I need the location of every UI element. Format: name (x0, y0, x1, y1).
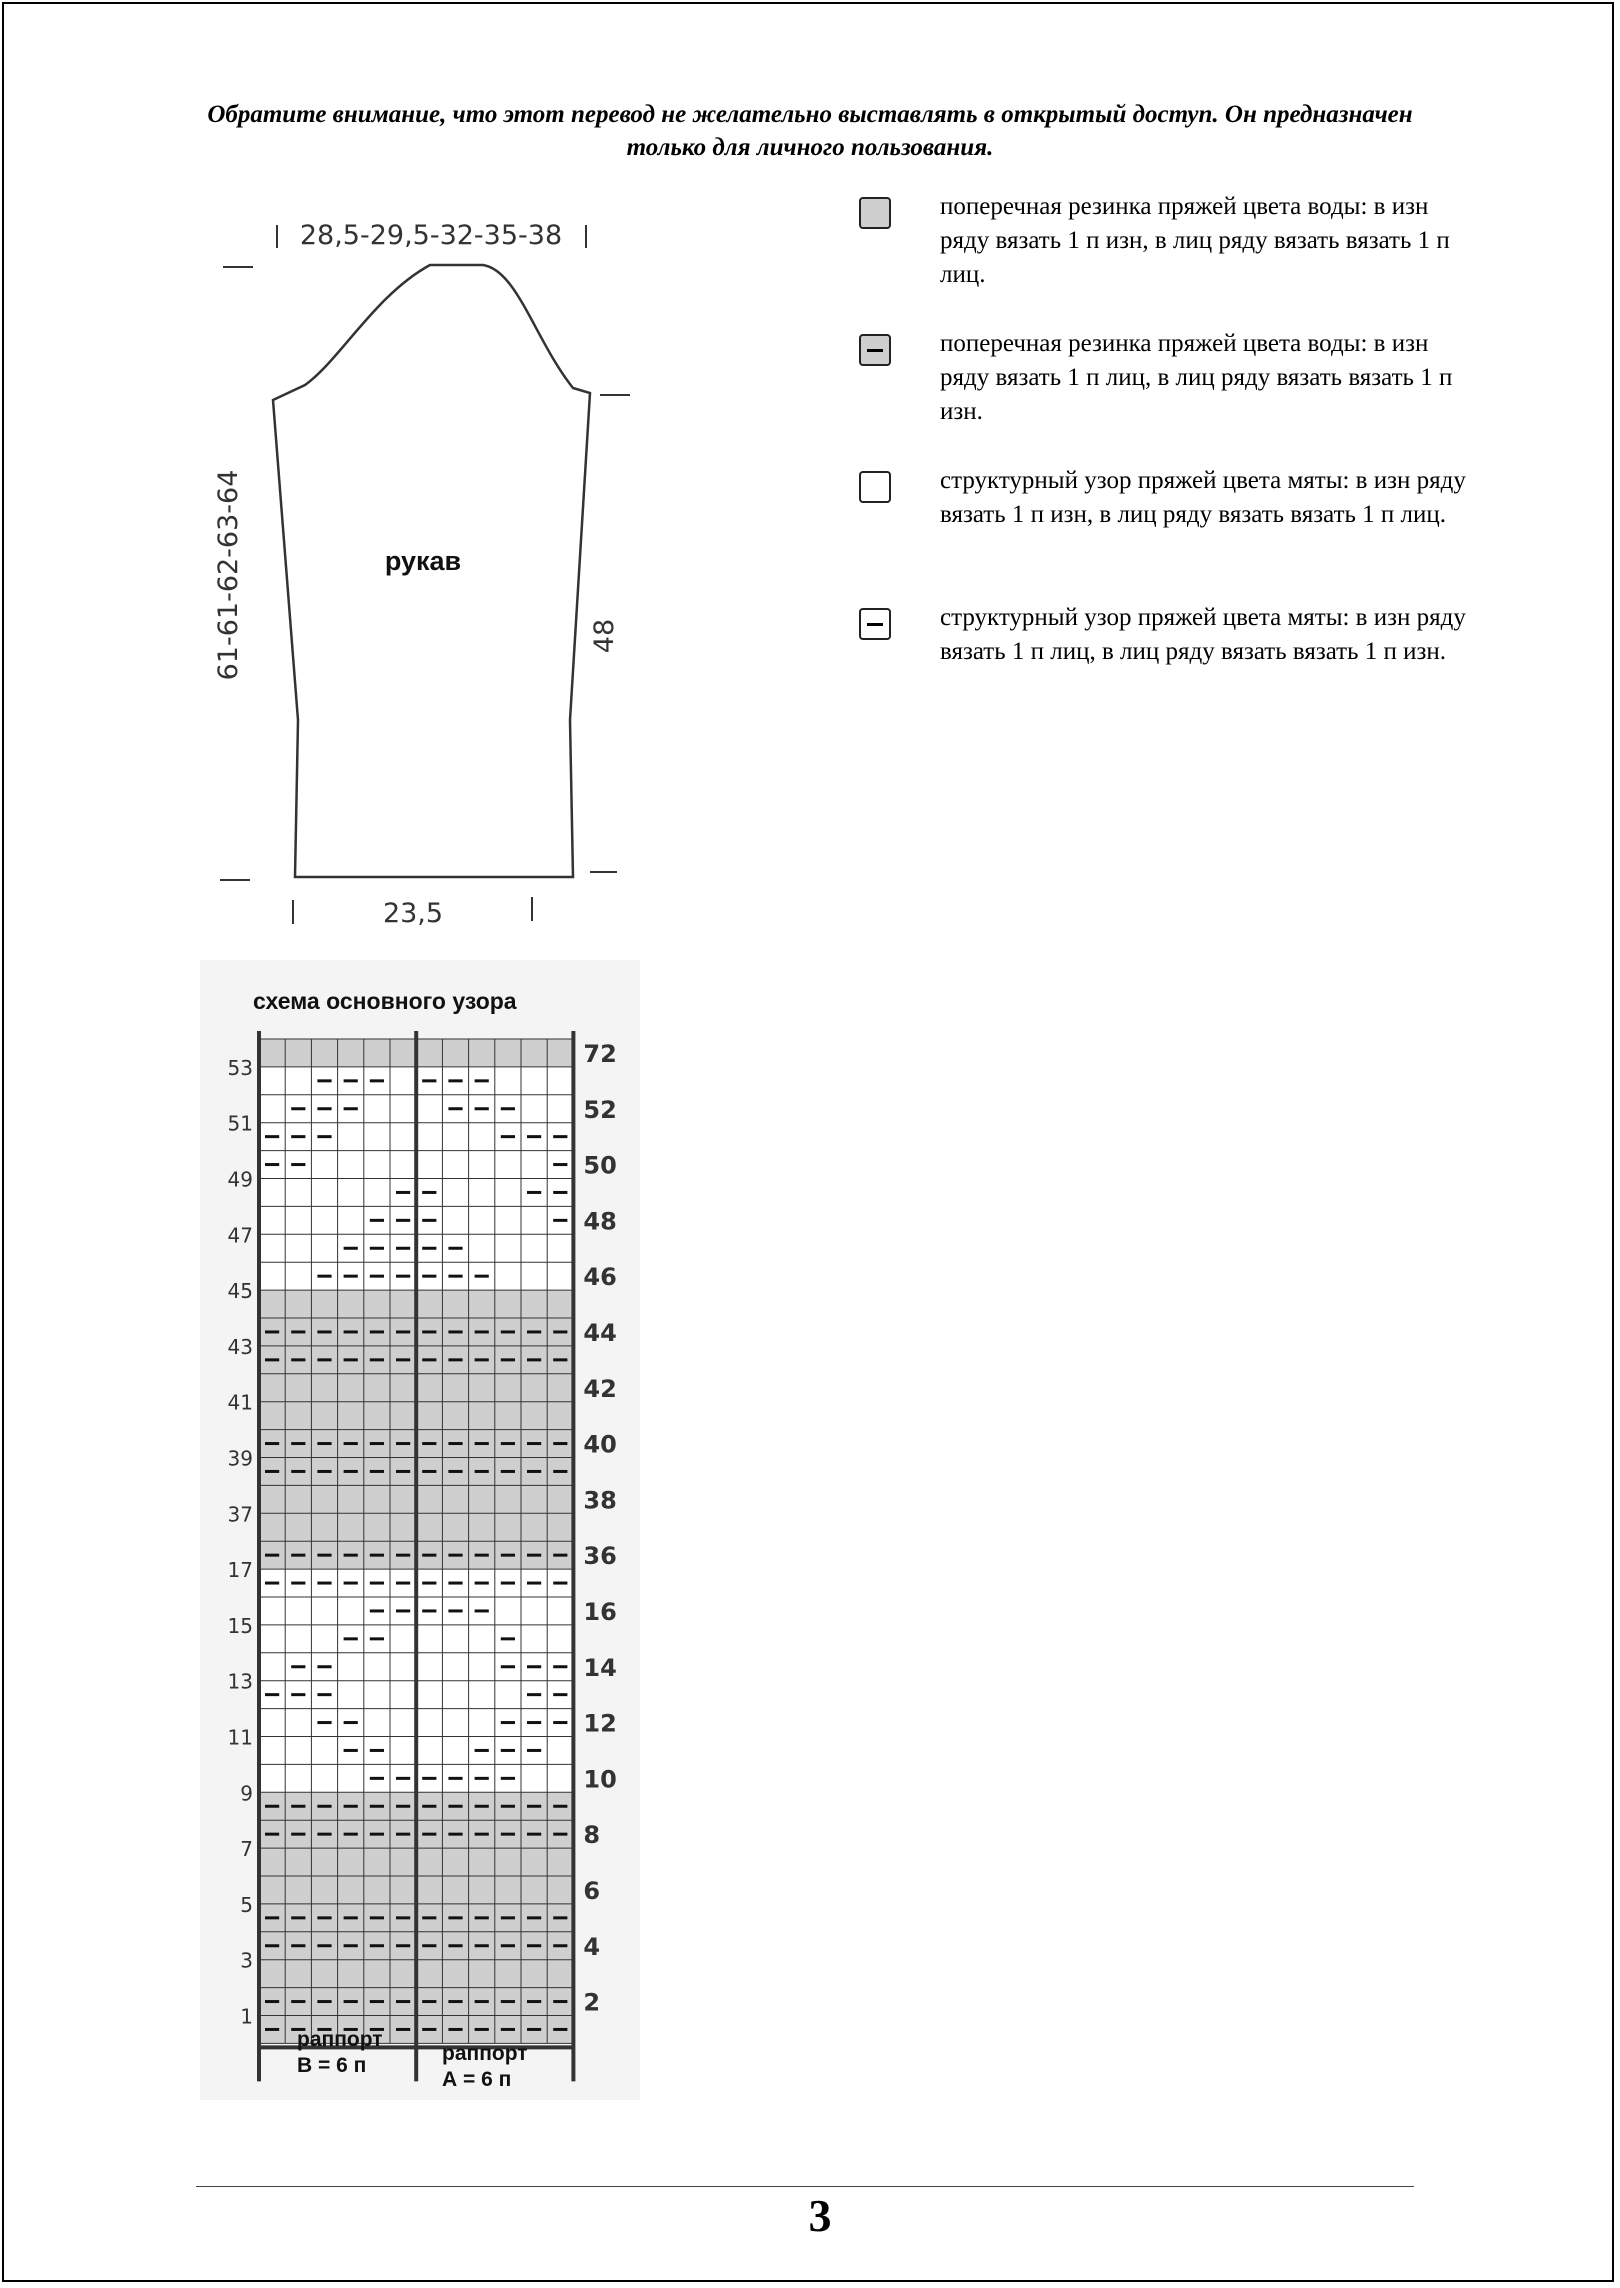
row-label-right: 14 (583, 1653, 617, 1682)
repeat-a-line1: раппорт (442, 2042, 528, 2065)
pattern-chart (200, 960, 640, 2105)
row-label-left: 45 (227, 1279, 253, 1304)
row-label-right: 4 (583, 1932, 601, 1961)
total-length-label: 61-61-62-63-64 (213, 469, 244, 681)
row-label-left: 13 (227, 1669, 253, 1694)
row-label-right: 8 (583, 1821, 601, 1850)
row-label-right: 12 (583, 1709, 617, 1738)
row-label-left: 7 (240, 1837, 253, 1862)
legend-text: поперечная резинка пряжей цвета воды: в изн ряду вязать 1 п изн, в лиц ряду вязать вязать 1 п лиц. (940, 193, 1450, 288)
row-label-left: 3 (240, 1948, 253, 1973)
notice-text: Обратите внимание, что этот перевод не желательно выставлять в открытый доступ. Он предназначен только для личного пользования. (207, 101, 1413, 161)
legend-text: поперечная резинка пряжей цвета воды: в изн ряду вязать 1 п лиц, в лиц ряду вязать вязать 1 п изн. (940, 330, 1453, 425)
row-label-right: 36 (583, 1542, 617, 1571)
legend-item-grey (858, 190, 1498, 327)
repeat-a-line2: А = 6 п (442, 2068, 512, 2091)
row-label-right: 72 (583, 1039, 617, 1068)
bottom-width-label: 23,5 (382, 898, 444, 929)
row-label-left: 47 (227, 1223, 253, 1248)
row-label-right: 2 (583, 1988, 601, 2017)
grey-swatch-icon (859, 197, 891, 229)
row-label-left: 15 (227, 1613, 253, 1638)
legend-item-grey-dash (858, 327, 1498, 464)
row-label-left: 43 (227, 1334, 253, 1359)
row-label-right: 52 (583, 1095, 617, 1124)
white-swatch-icon (859, 471, 891, 503)
row-label-right: 16 (583, 1597, 617, 1626)
row-label-left: 5 (240, 1892, 253, 1917)
legend-item-white-dash (858, 601, 1498, 738)
repeat-b-line1: раппорт (297, 2028, 383, 2051)
row-label-left: 9 (240, 1781, 253, 1806)
grey-dash-swatch-icon (859, 334, 891, 366)
row-label-left: 53 (227, 1055, 253, 1080)
top-width-label: 28,5-29,5-32-35-38 (299, 220, 563, 251)
legend-item-white (858, 464, 1498, 601)
sleeve-label: рукав (384, 546, 462, 576)
row-label-right: 42 (583, 1374, 617, 1403)
row-label-left: 51 (227, 1111, 253, 1136)
row-label-right: 44 (583, 1318, 617, 1347)
chart-title: схема основного узора (253, 988, 517, 1014)
row-label-left: 1 (240, 2004, 253, 2029)
white-dash-swatch-icon (859, 608, 891, 640)
row-label-left: 41 (227, 1390, 253, 1415)
row-label-left: 11 (227, 1725, 253, 1750)
row-label-right: 46 (583, 1263, 617, 1292)
pattern-chart-svg (200, 960, 640, 2100)
row-label-left: 37 (227, 1502, 253, 1527)
row-label-right: 50 (583, 1151, 617, 1180)
sleeve-schematic (205, 200, 645, 940)
lower-length-label: 48 (589, 618, 620, 654)
legend (858, 190, 1498, 738)
row-label-right: 48 (583, 1207, 617, 1236)
legend-text: структурный узор пряжей цвета мяты: в изн ряду вязать 1 п изн, в лиц ряду вязать вязать 1 п лиц. (940, 467, 1466, 528)
row-label-right: 6 (583, 1876, 601, 1905)
row-label-right: 38 (583, 1486, 617, 1515)
legend-text: структурный узор пряжей цвета мяты: в изн ряду вязать 1 п лиц, в лиц ряду вязать вязать 1 п изн. (940, 604, 1466, 665)
row-label-right: 10 (583, 1765, 617, 1794)
row-label-left: 39 (227, 1446, 253, 1471)
page-number: 3 (808, 2190, 832, 2241)
row-label-left: 17 (227, 1558, 253, 1583)
row-label-right: 40 (583, 1430, 617, 1459)
repeat-b-line2: В = 6 п (297, 2054, 367, 2077)
row-label-left: 49 (227, 1167, 253, 1192)
